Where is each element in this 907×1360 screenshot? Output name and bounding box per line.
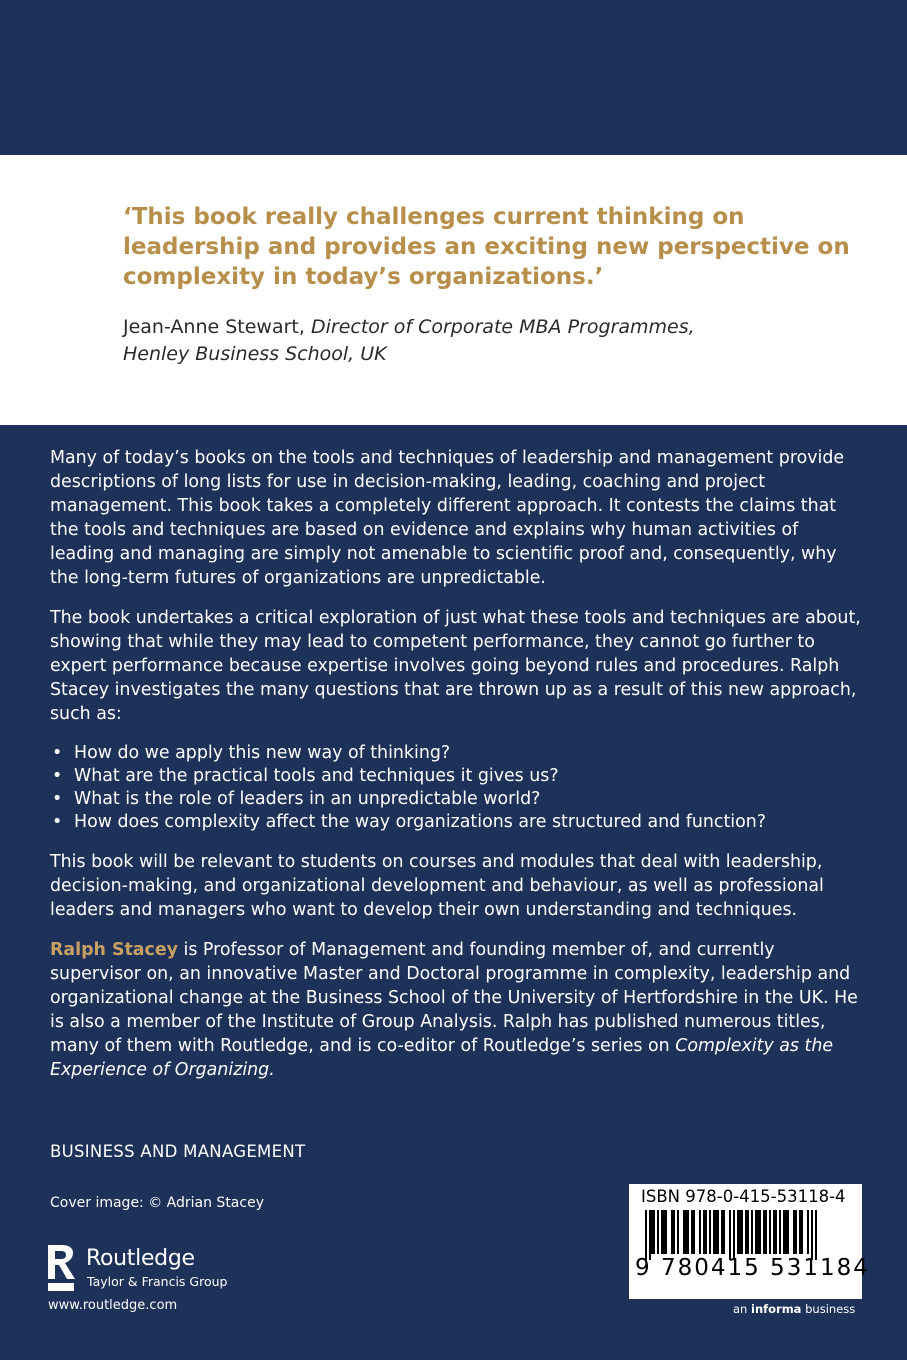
question-list [50,742,865,834]
routledge-r-icon [46,1243,76,1293]
attribution-name: Jean-Anne Stewart, [123,316,305,338]
subject-category: BUSINESS AND MANAGEMENT [50,1142,306,1161]
author-bio-text: is Professor of Management and founding member of, and currently supervisor on, an innovative Master and Doctoral programme in complexity, leadership and organizational change at the Business School of the University of Hertfordshire in the UK. He is also a member of the Institute of Group Analysis. Ralph has published numerous titles, many of them with Routledge, and is co-editor of Routledge’s series on [50,940,858,1056]
endorsement-quote: ‘This book really challenges current thinking on leadership and provides an exciting new perspective on complexity in today’s organizations.’ [123,204,850,290]
author-name: Ralph Stacey [50,940,178,960]
publisher-website[interactable]: www.routledge.com [48,1298,178,1313]
barcode-digits: 9 780415 531184 [635,1255,870,1281]
description-paragraph-1: Many of today’s books on the tools and techniques of leadership and management provide descriptions of long lists for use in decision-making, leading, coaching and project management. This book takes a completely different approach. It contests the claims that the tools and techniques are based on evidence and explains why human activities of leading and managing are simply not amenable to scientific proof and, consequently, why the long-term futures of organizations are unpredictable. [50,448,845,588]
author-bio [50,938,865,1082]
attribution-role: Director of Corporate MBA Programmes, [310,316,695,338]
publisher-name: Routledge [86,1246,195,1271]
isbn-barcode [629,1184,870,1299]
book-description [50,446,865,1098]
cover-image-credit: Cover image: © Adrian Stacey [50,1195,264,1211]
isbn-label: ISBN 978-0-415-53118-4 [641,1187,846,1206]
series-title: Complexity as the Experience of Organizing. [50,1036,834,1080]
list-item: • What is the role of leaders in an unpredictable world? [52,789,541,809]
informa-tagline: an informa business [733,1302,856,1316]
publisher-group: Taylor & Francis Group [87,1274,228,1289]
endorsement-attribution [123,314,863,368]
barcode-bars [645,1210,849,1260]
description-paragraph-2: The book undertakes a critical exploration of just what these tools and techniques are about, showing that while they may lead to competent performance, they cannot go further to expert performance because expertise involves going beyond rules and procedures. Ralph Stacey investigates the many questions that are thrown up as a result of this new approach, such as: [50,608,861,724]
list-item: • How does complexity affect the way organizations are structured and function? [52,812,766,832]
description-paragraph-3: This book will be relevant to students on courses and modules that deal with leadership, decision-making, and organizational development and behaviour, as well as professional leaders and managers who want to develop their own understanding and techniques. [50,852,824,920]
top-color-band [0,0,907,155]
list-item: • How do we apply this new way of thinking? [52,743,451,763]
publisher-logo [46,1243,246,1293]
attribution-org: Henley Business School, UK [123,343,387,365]
list-item: • What are the practical tools and techniques it gives us? [52,766,559,786]
endorsement-panel [0,155,907,425]
